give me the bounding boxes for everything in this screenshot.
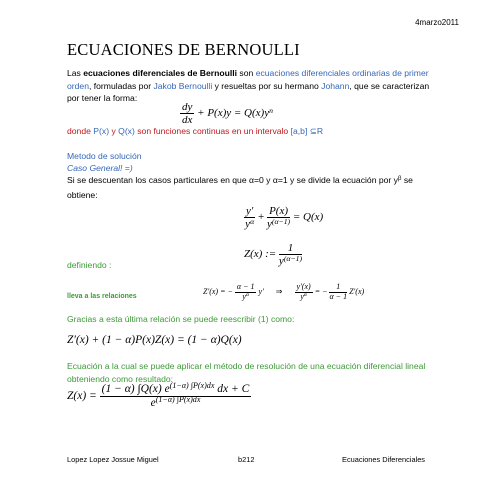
- intro-bold-term: ecuaciones diferenciales de Bernoulli: [83, 68, 238, 78]
- footer-subject: Ecuaciones Diferenciales: [342, 455, 425, 464]
- page-title: ECUACIONES DE BERNOULLI: [67, 40, 300, 59]
- fraction-denominator: $e^{(1-\alpha) \int P(x)dx}$: [150, 395, 201, 409]
- fraction-relation-b: [295, 283, 313, 302]
- fraction-denominator: $y^\alpha$: [300, 291, 307, 301]
- fraction-denominator: $y^\alpha$: [242, 291, 249, 301]
- equation-rest: + P(x)y = Q(x)y: [197, 107, 270, 120]
- condition-text: son funciones continuas en un intervalo: [134, 126, 291, 136]
- intro-text: , formuladas por: [88, 80, 154, 91]
- fraction-numerator: dy: [182, 101, 193, 113]
- link-px[interactable]: P(x): [93, 126, 110, 136]
- footer-author: Lopez Lopez Jossue Miguel: [67, 455, 159, 464]
- fraction-numerator: y′: [246, 205, 254, 217]
- fraction-numerator: y′(x): [296, 282, 311, 291]
- link-interval[interactable]: [a,b] ⊆R: [290, 126, 324, 136]
- fraction-numerator: (1 − α) ∫Q(x) $e^{(1-\alpha) \int P(x)dx}$ dx + C: [101, 381, 250, 395]
- solution-lhs: Z(x) =: [67, 390, 97, 403]
- relation-tail: y′: [258, 287, 264, 297]
- equation-linear: Z′(x) + (1 − α)P(x)Z(x) = (1 − α)Q(x): [67, 334, 242, 346]
- method-heading: Metodo de solución: [67, 151, 142, 161]
- equation-divided: [244, 205, 323, 230]
- method-text: [67, 174, 437, 201]
- method-text-body: Si se descuentan los casos particulares en que α=0 y α=1 y se divide la ecuación por y: [67, 175, 398, 185]
- fraction-solution: [100, 383, 252, 409]
- fraction-relation-c: [329, 283, 347, 302]
- plus-sign: +: [258, 211, 265, 224]
- intro-paragraph: [67, 67, 437, 105]
- intro-text: son: [237, 68, 256, 78]
- condition-line: [67, 125, 437, 138]
- equation-exponent: n: [269, 105, 273, 115]
- fraction-denominator: $y^{(\alpha-1)}$: [267, 216, 291, 231]
- fraction-denominator: dx: [182, 114, 193, 127]
- intro-text: , que se caracterizan por tener la forma:: [67, 80, 430, 103]
- method-text-tail: se obtiene:: [67, 175, 413, 200]
- relation-lhs: Z′(x) = −: [203, 287, 233, 297]
- fraction-denominator: $y^{(\alpha-1)}$: [278, 253, 302, 268]
- relation-tail-b: Z′(x): [349, 287, 365, 297]
- method-text-exp: β: [397, 176, 402, 183]
- link-qx[interactable]: Q(x): [118, 126, 135, 136]
- fraction-denominator: α − 1: [329, 291, 348, 301]
- fraction-relation-a: [235, 283, 257, 302]
- equation-definition: [244, 242, 302, 267]
- equation-relations: [203, 283, 364, 302]
- equation-solution: [67, 383, 251, 409]
- footer-room: b212: [238, 455, 255, 464]
- relaciones-label: lleva a las relaciones: [67, 293, 137, 300]
- fraction-denominator: $y^\alpha$: [245, 216, 255, 231]
- equation-bernoulli: [180, 101, 273, 126]
- fraction-numerator: 1: [279, 242, 302, 255]
- fraction-term2: [267, 205, 290, 230]
- fraction-definition: [279, 242, 302, 267]
- link-ode[interactable]: ecuaciones diferenciales ordinarias de primer orden: [67, 68, 429, 91]
- condition-text: donde: [67, 126, 94, 136]
- reescribir-text: Gracias a esta última relación se puede reescribir (1) como:: [67, 314, 295, 324]
- fraction-numerator: 1: [329, 283, 347, 293]
- fraction-dydx: [180, 101, 194, 126]
- implies-arrow: ⇒: [275, 287, 283, 297]
- fraction-term1: [244, 205, 255, 230]
- definition-lhs: Z(x) :=: [244, 248, 277, 261]
- intro-text: y resueltas por su hermano: [212, 80, 322, 91]
- link-jakob-bernoulli[interactable]: Jakob Bernoulli: [153, 80, 213, 91]
- link-johann[interactable]: Johann: [321, 80, 350, 91]
- definiendo-label: definiendo :: [67, 260, 112, 270]
- condition-text: y: [109, 126, 119, 136]
- lineal-text: Ecuación a la cual se puede aplicar el método de resolución de una ecuación diferencial lineal obteniendo como resultado:: [67, 361, 426, 384]
- method-case: Caso General! =): [67, 163, 133, 173]
- relation-mid: = −: [314, 287, 328, 297]
- fraction-numerator: α − 1: [236, 282, 255, 291]
- equation-rhs: = Q(x): [292, 211, 324, 224]
- fraction-numerator: P(x): [267, 205, 290, 218]
- page-date: 4marzo2011: [415, 18, 459, 27]
- intro-text: Las: [67, 68, 84, 78]
